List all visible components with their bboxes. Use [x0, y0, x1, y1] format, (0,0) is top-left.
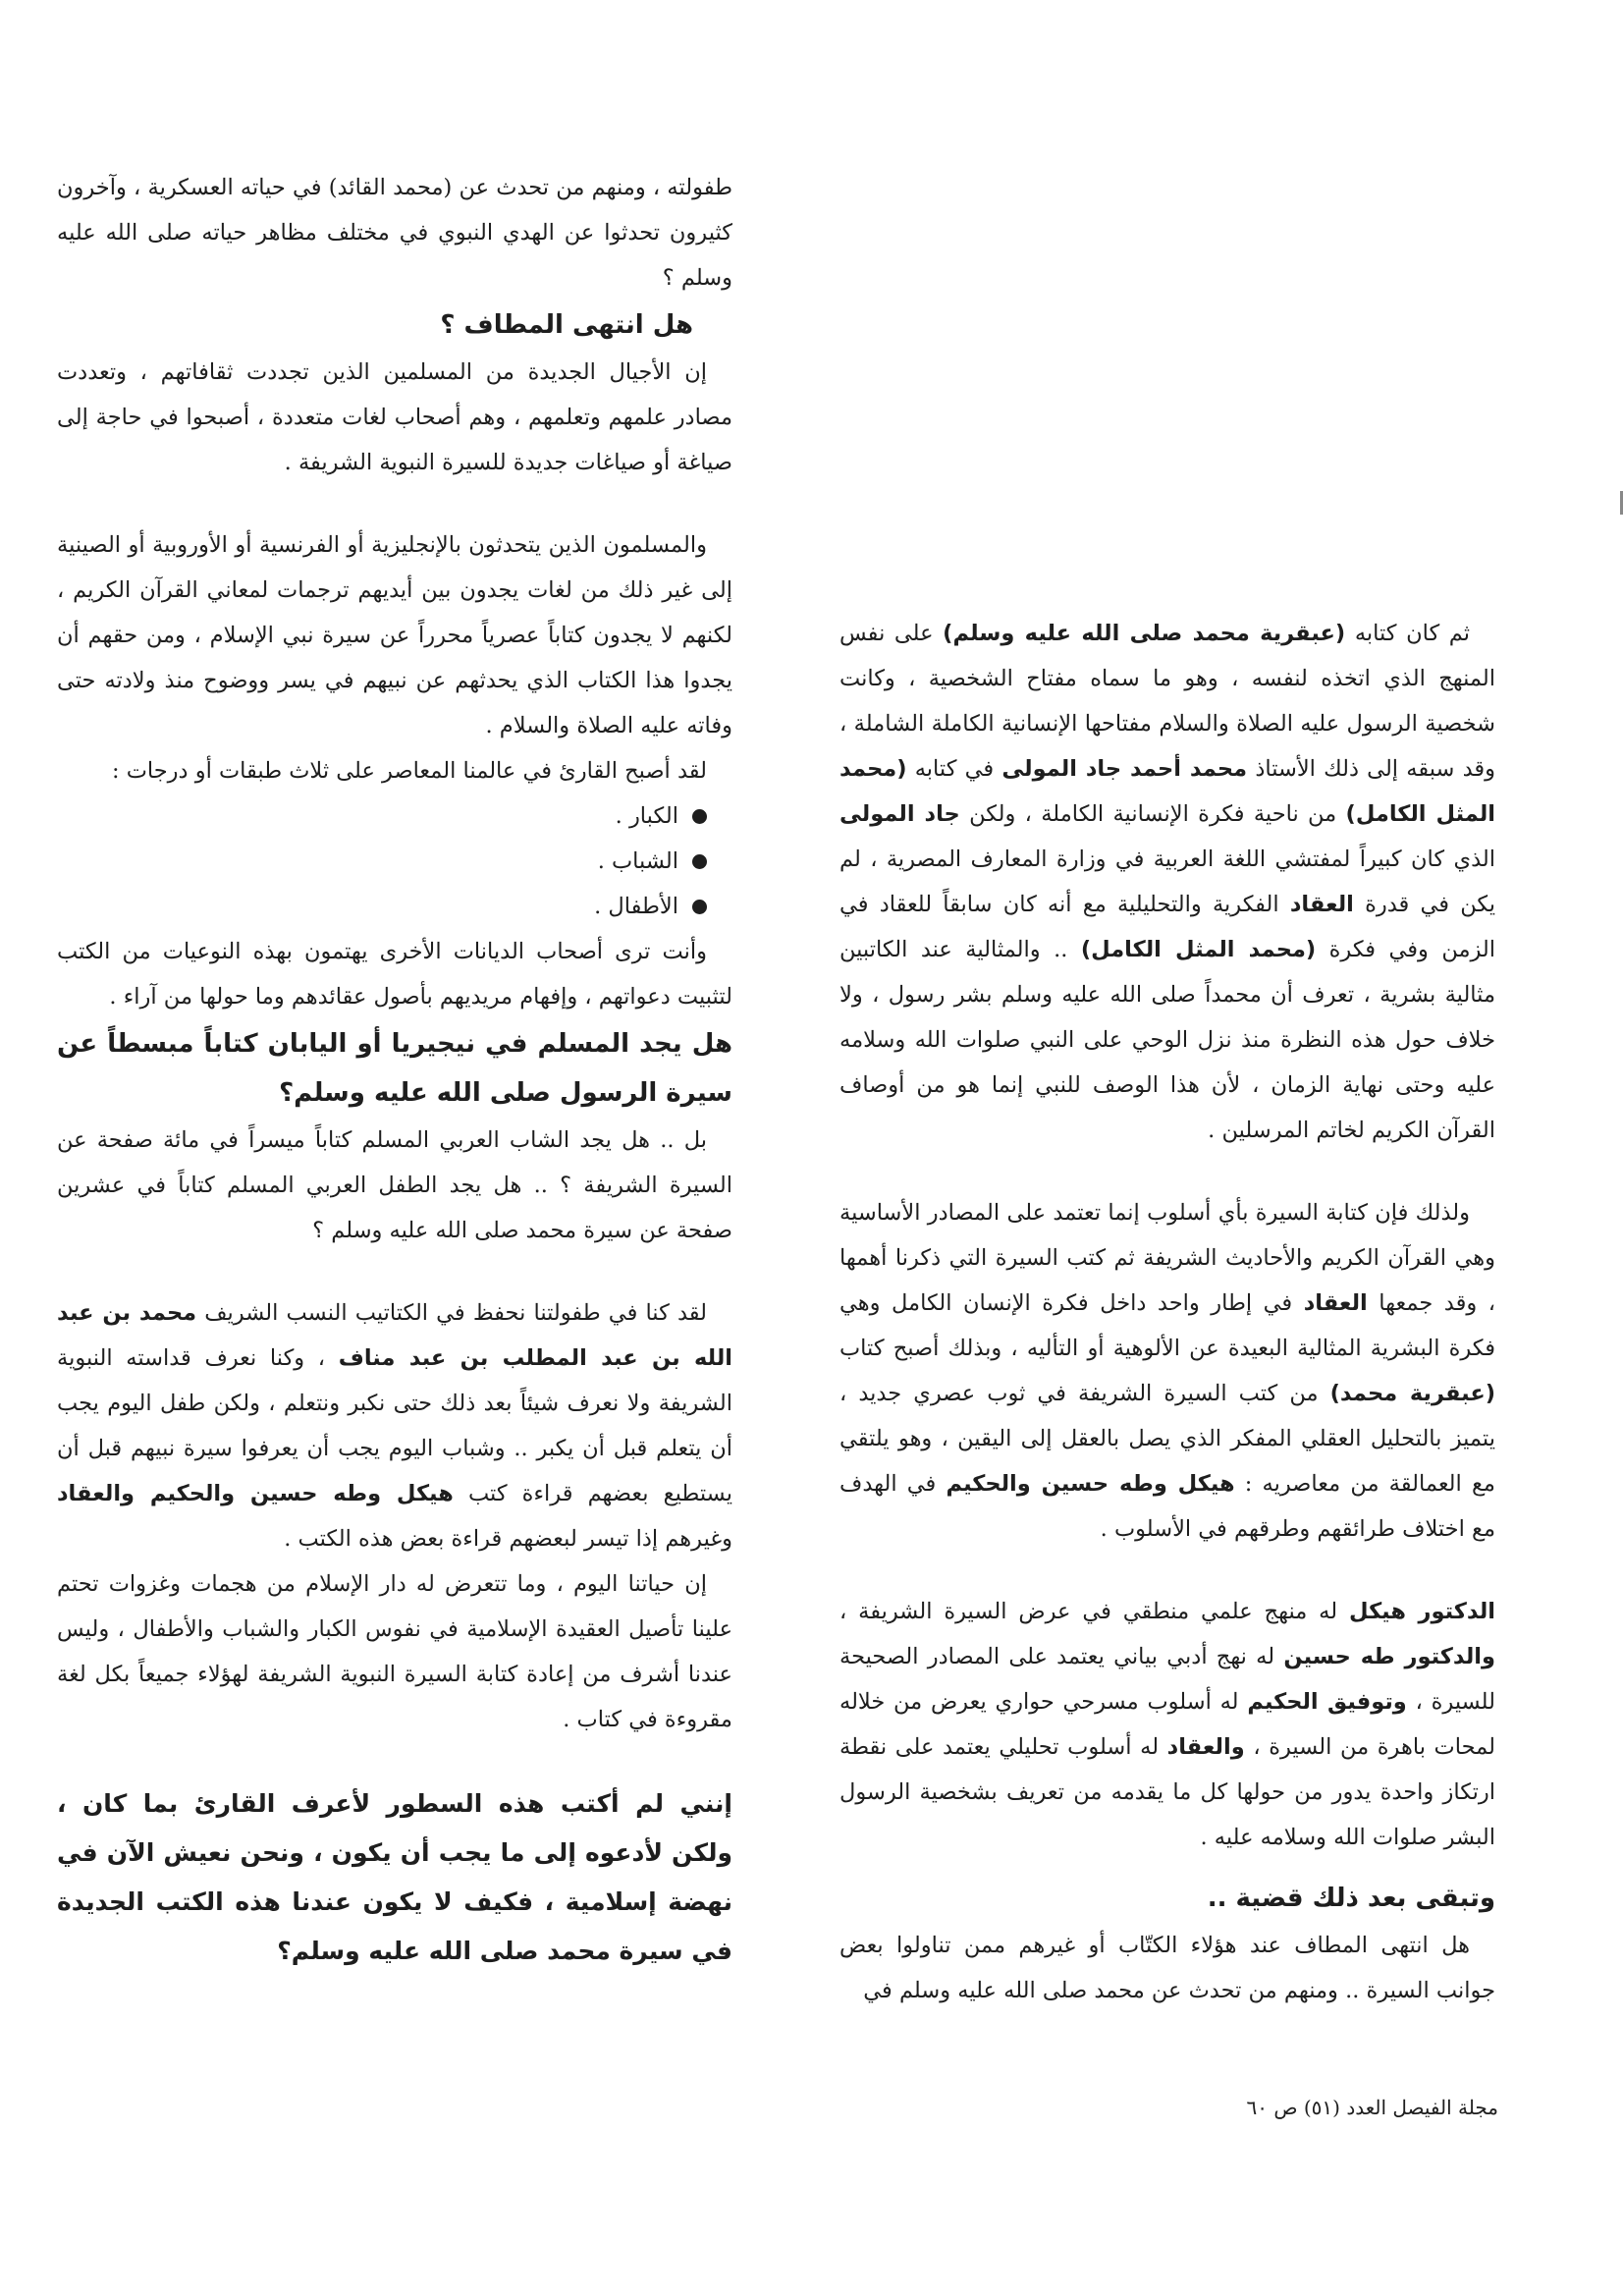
paragraph-childhood: لقد كنا في طفولتنا نحفظ في الكتاتيب النسب الشريف محمد بن عبد الله بن عبد المطلب بن عبد مناف ، وكنا نعرف قداسته النبوية الشريفة ولا نعرف شيئاً بعد ذلك حتى نكبر ونتعلم ، ولكن طفل اليوم يجب أن يتعلم قبل أن يكبر .. وشباب اليوم يجب أن يعرفوا سيرة نبيهم قبل أن يستطيع بعضهم قراءة كتب هيكل وطه حسين والحكيم والعقاد وغيرهم إذا تيسر لبعضهم قراءة بعض هذه الكتب . [57, 1300, 733, 1552]
bullet-icon [692, 809, 707, 824]
paragraph-other-religions: وأنت ترى أصحاب الديانات الأخرى يهتمون بهذه النوعيات من الكتب لتثبيت دعواتهم ، وإفهام مريديهم بأصول عقائدهم وما حولها من آراء . [57, 939, 732, 1010]
section-heading-end-of-road: هل انتهى المطاف ؟ [440, 310, 693, 340]
bullet-icon [692, 900, 707, 914]
paragraph-new-generations: إن الأجيال الجديدة من المسلمين الذين تجددت ثقافاتهم ، وتعددت مصادر علمهم وتعلمهم ، وهم أصحاب لغات متعددة ، أصبحوا في حاجة إلى صياغة أو صياغات جديدة للسيرة النبوية الشريفة . [57, 359, 732, 475]
paragraph-our-life-today: إن حياتنا اليوم ، وما تتعرض له دار الإسلام من هجمات وغزوات تحتم علينا تأصيل العقيدة الإسلامية في نفوس الكبار والشباب والأطفال ، وليس عندنا أشرف من إعادة كتابة السيرة النبوية الشريفة لهؤلاء جميعاً بكل لغة مقروءة في كتاب . [57, 1571, 732, 1732]
intro-paragraph: طفولته ، ومنهم من تحدث عن (محمد القائد) في حياته العسكرية ، وآخرون كثيرون تحدثوا عن الهدي النبوي في مختلف مظاهر حياته صلى الله عليه وسلم ؟ [57, 175, 732, 291]
list-item: الكبار . [57, 793, 707, 839]
closing-statement: إنني لم أكتب هذه السطور لأعرف القارئ بما كان ، ولكن لأدعوه إلى ما يجب أن يكون ، ونحن نعيش الآن في نهضة إسلامية ، فكيف لا يكون عندنا هذه الكتب الجديدة في سيرة محمد صلى الله عليه وسلم؟ [57, 1789, 732, 1965]
page-footer: مجلة الفيصل العدد (٥١) ص ٦٠ [1246, 2096, 1498, 2119]
section-heading-nigeria-japan: هل يجد المسلم في نيجيريا أو اليابان كتاباً مبسطاً عن سيرة الرسول صلى الله عليه وسلم؟ [57, 1029, 732, 1108]
bullet-icon [692, 854, 707, 869]
reader-levels-list [57, 793, 732, 929]
list-item: الشباب . [57, 839, 707, 884]
paragraph-questions: بل .. هل يجد الشاب العربي المسلم كتاباً ميسراً في مائة صفحة عن السيرة الشريفة ؟ .. هل يجد الطفل العربي المسلم كتاباً في عشرين صفحة عن سيرة محمد صلى الله عليه وسلم ؟ [57, 1127, 732, 1243]
section-heading-remaining-issue: وتبقى بعد ذلك قضية .. [1207, 1884, 1495, 1913]
right-column [839, 611, 1495, 2013]
paragraph-authors-methods: الدكتور هيكل له منهج علمي منطقي في عرض السيرة الشريفة ، والدكتور طه حسين له نهج أدبي بياني يعتمد على المصادر الصحيحة للسيرة ، وتوفيق الحكيم له أسلوب مسرحي حواري يعرض من خلاله لمحات باهرة من السيرة ، والعقاد له أسلوب تحليلي يعتمد على نقطة ارتكاز واحدة يدور من حولها كل ما يقدمه من تعريف بشخصية الرسول البشر صلوات الله وسلامه عليه . [839, 1599, 1495, 1850]
list-item: الأطفال . [57, 884, 707, 929]
paragraph-end-of-road-question: هل انتهى المطاف عند هؤلاء الكتّاب أو غيرهم ممن تناولوا بعض جوانب السيرة .. ومنهم من تحدث عن محمد صلى الله عليه وسلم في [839, 1933, 1495, 2003]
left-column [57, 165, 732, 1976]
paragraph-reader-levels: لقد أصبح القارئ في عالمنا المعاصر على ثلاث طبقات أو درجات : [112, 758, 707, 784]
paragraph-genius-of-muhammad: ثم كان كتابه (عبقرية محمد صلى الله عليه وسلم) على نفس المنهج الذي اتخذه لنفسه ، وهو ما سماه مفتاح الشخصية ، وكانت شخصية الرسول عليه الصلاة والسلام مفتاحها الإنسانية الكاملة الشاملة ، وقد سبقه إلى ذلك الأستاذ محمد أحمد جاد المولى في كتابه (محمد المثل الكامل) من ناحية فكرة الإنسانية الكاملة ، ولكن جاد المولى الذي كان كبيراً لمفتشي اللغة العربية في وزارة المعارف المصرية ، لم يكن في قدرة العقاد الفكرية والتحليلية مع أنه كان سابقاً للعقاد في الزمن وفي فكرة (محمد المثل الكامل) .. والمثالية عند الكاتبين مثالية بشرية ، تعرف أن محمداً صلى الله عليه وسلم بشر رسول ، ولا خلاف حول هذه النظرة منذ نزل الوحي على النبي صلوات الله وسلامه عليه وحتى نهاية الزمان ، لأن هذا الوصف للنبي إنما هو من أوصاف القرآن الكريم لخاتم المرسلين . [839, 621, 1496, 1143]
paragraph-sources: ولذلك فإن كتابة السيرة بأي أسلوب إنما تعتمد على المصادر الأساسية وهي القرآن الكريم والأحاديث الشريفة ثم كتب السيرة التي ذكرنا أهمها ، وقد جمعها العقاد في إطار واحد داخل فكرة الإنسان الكامل وهي فكرة البشرية المثالية البعيدة عن الألوهية أو التأليه ، وبذلك أصبح كتاب (عبقرية محمد) من كتب السيرة الشريفة في ثوب عصري جديد ، يتميز بالتحليل العقلي المفكر الذي يصل بالعقل إلى اليقين ، وهو يلتقي مع العمالقة من معاصريه : هيكل وطه حسين والحكيم في الهدف مع اختلاف طرائقهم وطرقهم في الأسلوب . [839, 1200, 1496, 1542]
paragraph-other-languages: والمسلمون الذين يتحدثون بالإنجليزية أو الفرنسية أو الأوروبية أو الصينية إلى غير ذلك من لغات يجدون بين أيديهم ترجمات لمعاني القرآن الكريم ، لكنهم لا يجدون كتاباً عصرياً محرراً عن سيرة نبي الإسلام ، ومن حقهم أن يجدوا هذا الكتاب الذي يحدثهم عن نبيهم في يسر ووضوح منذ ولادته حتى وفاته عليه الصلاة والسلام . [57, 532, 732, 738]
